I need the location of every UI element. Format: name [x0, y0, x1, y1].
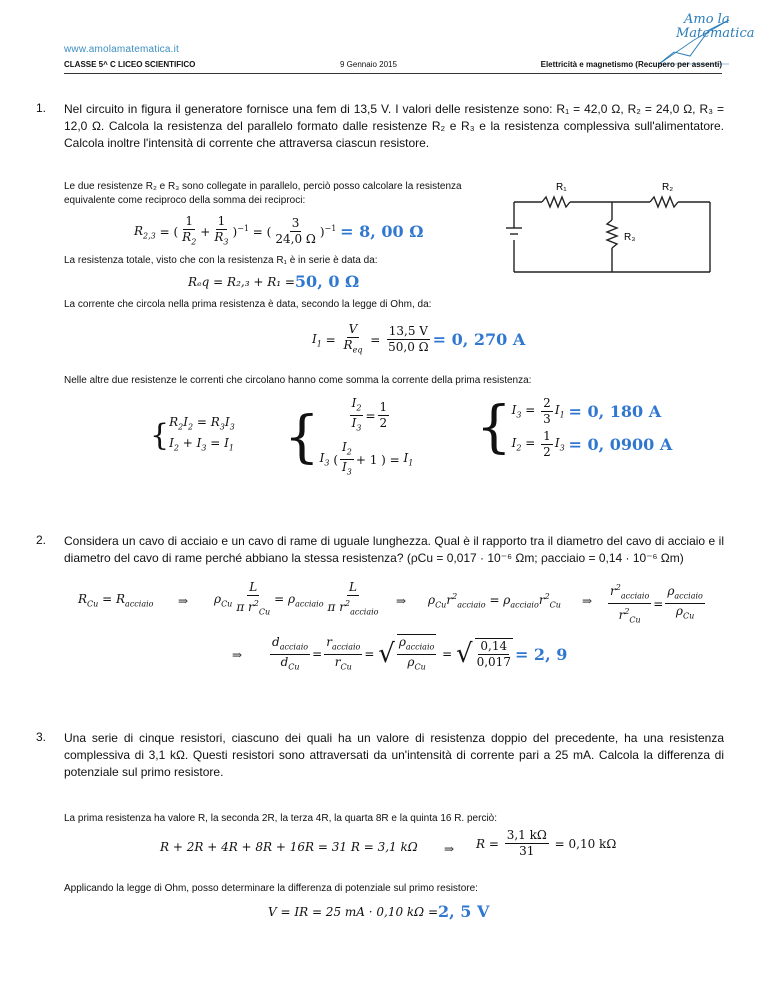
q2-number: 2.	[36, 533, 47, 547]
implies-arrow-5: ⇒	[444, 842, 455, 856]
q2-equality: $R_{Cu} = R_{acciaio}$	[78, 592, 154, 609]
r23-result: = 8, 00 Ω	[340, 222, 424, 242]
q1-intro: Le due resistenze R₂ e R₃ sono collegate in parallelo, perciò posso calcolare la resistenza equivalente come reciproco della somma dei reciproci:	[64, 181, 462, 206]
circuit-diagram	[500, 176, 720, 276]
q1-series-text: La resistenza totale, visto che con la resistenza R₁ è in serie è data da:	[64, 255, 378, 266]
req-result: 50, 0 Ω	[294, 272, 360, 291]
q2-diameter-eq: $\frac{d_{acciaio}}{d_{Cu}}$ = $\frac{r_{acciaio}}{r_{Cu}}$ = √ $\frac{\rho_{acciaio}}{\rho_{Cu}}$ = √ $\frac{0,14}{0,017}$ = 2, 9	[268, 634, 567, 675]
q1-text: Nel circuito in figura il generatore fornisce una fem di 13,5 V. I valori delle resistenze sono: R₁ = 42,0 Ω, R₂ = 24,0 Ω, R₃ = 12,0 Ω. Calcola la resistenza del parallelo formato dalle resistenze R₂ e R₃ e la resistenza complessiva sull'alimentatore. Calcola inoltre l'intensità di corrente che attraversa ciascun resistore.	[64, 102, 724, 150]
system-3: { $I_3$ = $\frac{2}{3}$ $I_1$ = 0, 180 A $I_2$ = $\frac{1}{2}$ $I_3$ = 0, 0900 A	[476, 395, 673, 460]
site-url[interactable]: www.amolamatematica.it	[64, 44, 179, 55]
req-formula: Rₑq = R₂,₃ + R₁ =	[188, 274, 295, 289]
q3-v-result: 2, 5 V	[438, 902, 490, 921]
q3-sum-formula: R + 2R + 4R + 8R + 16R = 31 R = 3,1 kΩ	[160, 840, 418, 854]
subject-label: Elettricità e magnetismo (Recupero per assenti)	[540, 60, 722, 69]
q2-resistance-eq: $\rho_{Cu}$ $\frac{L}{\pi r^2_{Cu}}$ = $\rho_{acciaio}$ $\frac{L}{\pi r^2_{acciaio}}$	[214, 580, 379, 617]
q3-ohm-text: Applicando la legge di Ohm, posso determinare la differenza di potenziale sul primo resistore:	[64, 883, 478, 894]
q3-r-formula: R = $\frac{3,1 k\Omega}{31}$ = 0,10 kΩ	[476, 828, 617, 858]
q3-text: Una serie di cinque resistori, ciascuno dei quali ha un valore di resistenza doppio del precedente, ha una resistenza complessiva di 3,1 kΩ. Questi resistori sono attraversati da un'intensità di corrente pari a 25 mA. Calcola la differenza di potenziale sul primo resistore.	[64, 731, 724, 779]
q2-radii-eq: $\rho_{Cu}r^2_{acciaio} = \rho_{acciaio}r^2_{Cu}$	[428, 592, 561, 610]
r3-label: R₃	[624, 232, 636, 243]
r1-label: R₁	[556, 182, 567, 193]
q1-number: 1.	[36, 101, 47, 115]
r2-label: R₂	[662, 182, 674, 193]
q3-sum-line	[160, 840, 418, 854]
i1-result: = 0, 270 A	[432, 330, 526, 350]
logo-line1: Amo la	[684, 12, 730, 27]
i2-result: = 0, 0900 A	[568, 435, 673, 454]
r23-formula: $R_{2,3}$ = ( $\frac{1}{R_2}$ + $\frac{1}{R_3}$ )$^{-1}$ = ( $\frac{3}{24,0 \Omega}$ )$^{-1}$ = 8, 00 Ω	[134, 214, 424, 247]
q3-number: 3.	[36, 730, 47, 744]
logo-line2: Matematica	[676, 26, 755, 41]
q2-text: Considera un cavo di acciaio e un cavo di rame di uguale lunghezza. Qual è il rapporto tra il diametro del cavo di acciaio e il diametro del cavo di rame perché abbiano la stessa resistenza? (ρCu = 0,017 · 10⁻⁶ Ωm; ρacciaio = 0,14 · 10⁻⁶ Ωm)	[64, 534, 724, 565]
q3-v-formula: V = IR = 25 mA · 0,10 kΩ =	[268, 904, 439, 919]
system-2: { $\frac{I_2}{I_3}$ = $\frac{1}{2}$ $I_3$ ( $\frac{I_2}{I_3}$ + 1 ) = $I_1$	[284, 396, 414, 477]
header-divider	[64, 73, 722, 74]
implies-arrow-3: ⇒	[582, 594, 593, 608]
i3-result: = 0, 180 A	[568, 402, 662, 421]
date-label: 9 Gennaio 2015	[340, 60, 397, 69]
q3-v-line	[268, 902, 489, 921]
implies-arrow-2: ⇒	[396, 594, 407, 608]
q1-ohm-text: La corrente che circola nella prima resistenza è data, secondo la legge di Ohm, da:	[64, 299, 432, 310]
system-1: { $R_2I_2 = R_3I_3$ $I_2 + I_3 = I_1$	[150, 415, 235, 453]
class-label: CLASSE 5^ C LICEO SCIENTIFICO	[64, 60, 196, 69]
i1-formula: $I_1$ = $\frac{V}{R_{eq}}$ = $\frac{13,5 V}{50,0 \Omega}$ = 0, 270 A	[312, 322, 526, 355]
q1-split-text: Nelle altre due resistenze le correnti che circolano hanno come somma la corrente della prima resistenza:	[64, 375, 532, 386]
q3-intro: La prima resistenza ha valore R, la seconda 2R, la terza 4R, la quarta 8R e la quinta 16 R. perciò:	[64, 813, 498, 824]
q2-result: = 2, 9	[514, 644, 568, 664]
implies-arrow-1: ⇒	[178, 594, 189, 608]
req-formula-line	[188, 272, 359, 291]
implies-arrow-4: ⇒	[232, 648, 243, 662]
q2-ratio-eq: $\frac{r^2_{acciaio}}{r^2_{Cu}}$ = $\frac{\rho_{acciaio}}{\rho_{Cu}}$	[606, 580, 707, 628]
